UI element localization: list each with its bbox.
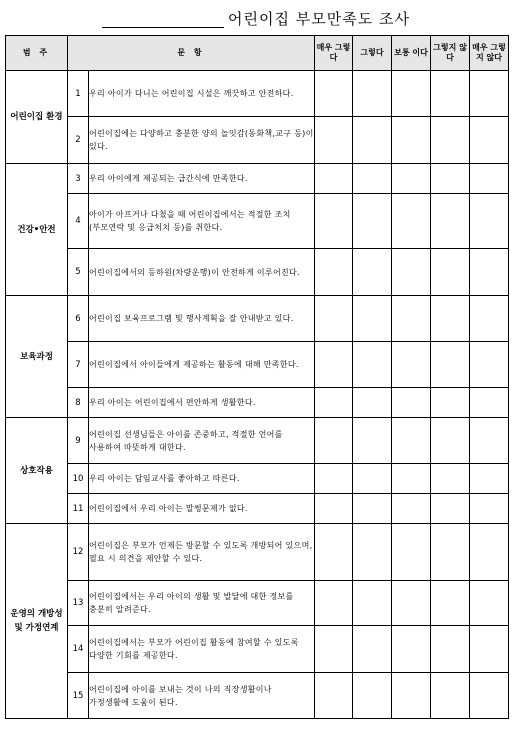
answer-cell[interactable]	[470, 164, 509, 194]
answer-cell[interactable]	[392, 464, 431, 494]
answer-cell[interactable]	[392, 117, 431, 164]
item-number: 10	[68, 464, 89, 494]
answer-cell[interactable]	[392, 388, 431, 418]
answer-cell[interactable]	[392, 673, 431, 719]
item-text: 어린이집에서 아이들에게 제공하는 활동에 대해 만족한다.	[89, 342, 315, 388]
item-number: 7	[68, 342, 89, 388]
answer-cell[interactable]	[392, 71, 431, 117]
item-text: 어린이집에서는 부모가 어린이집 활동에 참여할 수 있도록 다양한 기회를 제공한다.	[89, 626, 315, 673]
table-row	[6, 194, 509, 249]
table-row	[6, 296, 509, 342]
answer-cell[interactable]	[470, 388, 509, 418]
item-text: 어린이집에 아이를 보내는 것이 나의 직장생활이나 가정생활에 도움이 된다.	[89, 673, 315, 719]
item-text: 우리 아이에게 제공되는 급간식에 만족한다.	[89, 164, 315, 194]
item-number: 5	[68, 249, 89, 296]
answer-cell[interactable]	[392, 296, 431, 342]
answer-cell[interactable]	[470, 117, 509, 164]
answer-cell[interactable]	[392, 494, 431, 524]
survey-body	[6, 71, 509, 719]
item-text: 어린이집에는 다양하고 충분한 양의 놀잇감(동화책,교구 등)이 있다.	[89, 117, 315, 164]
table-row	[6, 418, 509, 464]
category-interaction: 상호작용	[6, 418, 68, 524]
category-environment: 어린이집 환경	[6, 71, 68, 164]
answer-cell[interactable]	[470, 494, 509, 524]
table-row	[6, 626, 509, 673]
table-row	[6, 524, 509, 581]
answer-cell[interactable]	[353, 164, 392, 194]
header-option: 매우 그렇다	[315, 36, 353, 71]
table-row	[6, 164, 509, 194]
answer-cell[interactable]	[315, 249, 353, 296]
item-text: 어린이집 보육프로그램 및 행사계획을 잘 안내받고 있다.	[89, 296, 315, 342]
answer-cell[interactable]	[315, 418, 353, 464]
answer-cell[interactable]	[392, 342, 431, 388]
item-number: 12	[68, 524, 89, 581]
answer-cell[interactable]	[431, 626, 470, 673]
table-row	[6, 581, 509, 626]
item-number: 13	[68, 581, 89, 626]
item-text: 어린이집에서의 등하원(차량운행)이 안전하게 이루어진다.	[89, 249, 315, 296]
answer-cell[interactable]	[353, 626, 392, 673]
category-openness: 운영의 개방성 및 가정연계	[6, 524, 68, 719]
answer-cell[interactable]	[431, 494, 470, 524]
answer-cell[interactable]	[315, 296, 353, 342]
header-option: 그렇다	[353, 36, 392, 71]
answer-cell[interactable]	[431, 342, 470, 388]
answer-cell[interactable]	[470, 296, 509, 342]
answer-cell[interactable]	[431, 249, 470, 296]
answer-cell[interactable]	[470, 581, 509, 626]
answer-cell[interactable]	[392, 249, 431, 296]
table-row	[6, 494, 509, 524]
answer-cell[interactable]	[353, 418, 392, 464]
answer-cell[interactable]	[315, 464, 353, 494]
item-number: 6	[68, 296, 89, 342]
answer-cell[interactable]	[315, 117, 353, 164]
answer-cell[interactable]	[315, 71, 353, 117]
table-row	[6, 71, 509, 117]
answer-cell[interactable]	[353, 494, 392, 524]
answer-cell[interactable]	[431, 581, 470, 626]
answer-cell[interactable]	[431, 194, 470, 249]
item-number: 2	[68, 117, 89, 164]
answer-cell[interactable]	[315, 388, 353, 418]
answer-cell[interactable]	[353, 249, 392, 296]
item-number: 14	[68, 626, 89, 673]
answer-cell[interactable]	[470, 249, 509, 296]
item-text: 우리 아이는 담임교사를 좋아하고 따른다.	[89, 464, 315, 494]
answer-cell[interactable]	[315, 164, 353, 194]
answer-cell[interactable]	[431, 673, 470, 719]
item-number: 9	[68, 418, 89, 464]
answer-cell[interactable]	[392, 524, 431, 581]
answer-cell[interactable]	[353, 524, 392, 581]
answer-cell[interactable]	[431, 71, 470, 117]
answer-cell[interactable]	[353, 71, 392, 117]
answer-cell[interactable]	[392, 194, 431, 249]
answer-cell[interactable]	[353, 296, 392, 342]
category-health-safety: 건강•안전	[6, 164, 68, 296]
answer-cell[interactable]	[315, 342, 353, 388]
answer-cell[interactable]	[392, 418, 431, 464]
table-row	[6, 342, 509, 388]
item-text: 어린이집은 부모가 언제든 방문할 수 있도록 개방되어 있으며, 필요 시 의견을 제안할 수 있다.	[89, 524, 315, 581]
answer-cell[interactable]	[431, 164, 470, 194]
table-row	[6, 388, 509, 418]
answer-cell[interactable]	[315, 581, 353, 626]
answer-cell[interactable]	[470, 418, 509, 464]
answer-cell[interactable]	[431, 524, 470, 581]
table-row	[6, 117, 509, 164]
answer-cell[interactable]	[470, 194, 509, 249]
answer-cell[interactable]	[431, 296, 470, 342]
answer-cell[interactable]	[315, 494, 353, 524]
survey-table	[5, 35, 509, 719]
answer-cell[interactable]	[353, 581, 392, 626]
header-item: 문 항	[68, 36, 315, 71]
answer-cell[interactable]	[470, 342, 509, 388]
answer-cell[interactable]	[315, 524, 353, 581]
title-row	[0, 6, 512, 28]
answer-cell[interactable]	[431, 464, 470, 494]
answer-cell[interactable]	[353, 673, 392, 719]
item-number: 8	[68, 388, 89, 418]
item-number: 3	[68, 164, 89, 194]
item-number: 11	[68, 494, 89, 524]
item-text: 우리 아이가 다니는 어린이집 시설은 깨끗하고 안전하다.	[89, 71, 315, 117]
answer-cell[interactable]	[353, 342, 392, 388]
answer-cell[interactable]	[315, 194, 353, 249]
item-number: 1	[68, 71, 89, 117]
answer-cell[interactable]	[470, 673, 509, 719]
header-option: 보통 이다	[392, 36, 431, 71]
answer-cell[interactable]	[431, 117, 470, 164]
answer-cell[interactable]	[470, 524, 509, 581]
table-row	[6, 464, 509, 494]
item-text: 아이가 아프거나 다쳤을 때 어린이집에서는 적절한 조치(부모연락 및 응급처치 등)를 취한다.	[89, 194, 315, 249]
header-row	[6, 36, 509, 71]
item-text: 어린이집 선생님들은 아이를 존중하고, 적절한 언어를 사용하여 따뜻하게 대한다.	[89, 418, 315, 464]
item-number: 15	[68, 673, 89, 719]
header-option: 매우 그렇지 않다	[470, 36, 509, 71]
table-row	[6, 249, 509, 296]
answer-cell[interactable]	[392, 164, 431, 194]
answer-cell[interactable]	[392, 626, 431, 673]
answer-cell[interactable]	[315, 673, 353, 719]
table-row	[6, 673, 509, 719]
answer-cell[interactable]	[392, 581, 431, 626]
header-category: 범 주	[6, 36, 68, 71]
item-number: 4	[68, 194, 89, 249]
answer-cell[interactable]	[470, 626, 509, 673]
answer-cell[interactable]	[315, 626, 353, 673]
answer-cell[interactable]	[353, 194, 392, 249]
answer-cell[interactable]	[353, 464, 392, 494]
answer-cell[interactable]	[431, 418, 470, 464]
header-option: 그렇지 않다	[431, 36, 470, 71]
item-text: 어린이집에서는 우리 아이의 생활 및 발달에 대한 정보를 충분히 알려준다.	[89, 581, 315, 626]
answer-cell[interactable]	[470, 71, 509, 117]
item-text: 어린이집에서 우리 아이는 말썽문제가 없다.	[89, 494, 315, 524]
item-text: 우리 아이는 어린이집에서 편안하게 생활한다.	[89, 388, 315, 418]
answer-cell[interactable]	[470, 464, 509, 494]
category-curriculum: 보육과정	[6, 296, 68, 418]
answer-cell[interactable]	[353, 117, 392, 164]
name-blank-line[interactable]	[102, 11, 224, 28]
answer-cell[interactable]	[431, 388, 470, 418]
answer-cell[interactable]	[353, 388, 392, 418]
page-title: 어린이집 부모만족도 조사	[228, 10, 410, 28]
